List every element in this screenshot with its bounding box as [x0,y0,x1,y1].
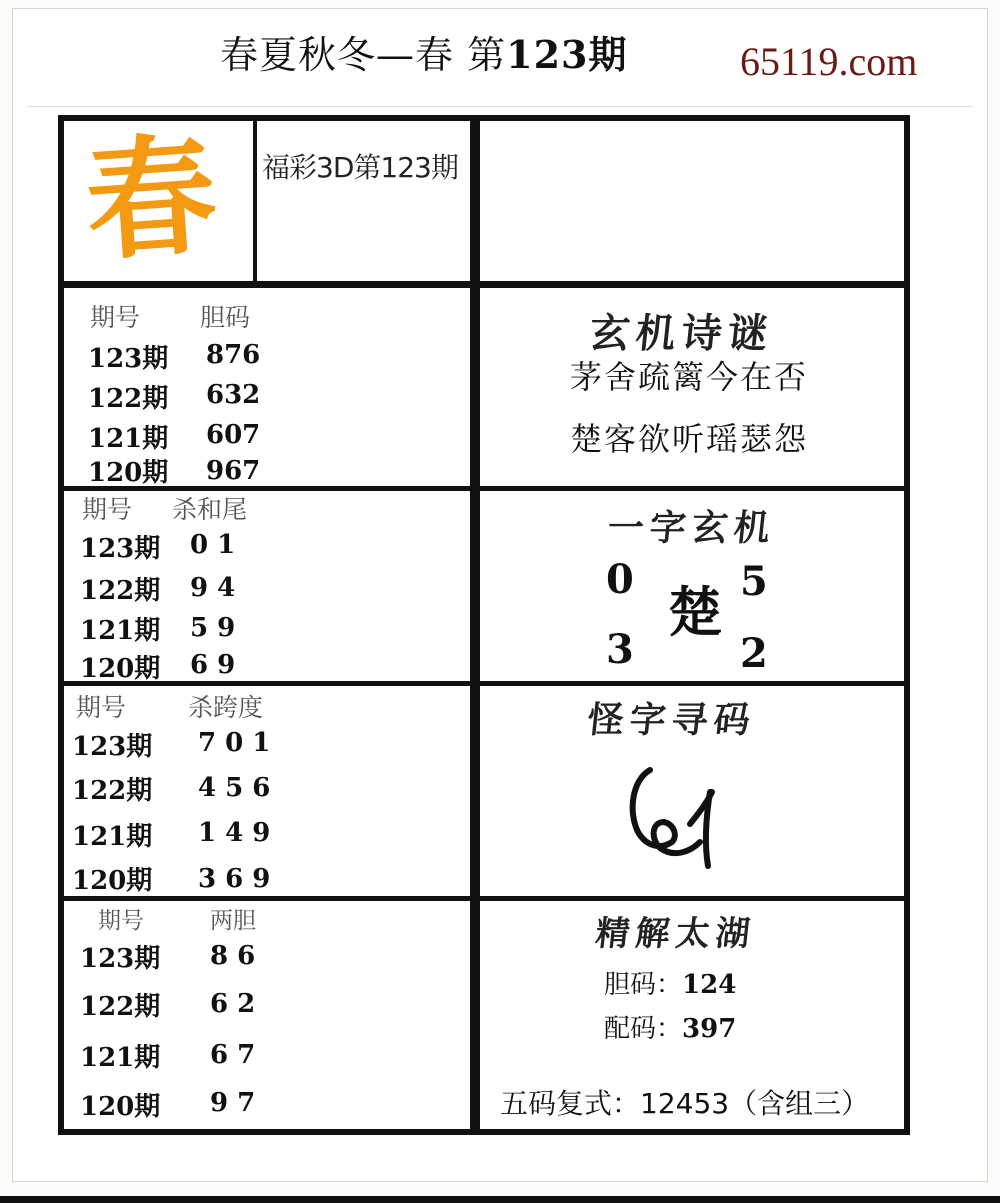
section4-header-issue: 期号 [98,908,144,934]
section2-row-value: 6 9 [190,650,236,680]
riddle-title: 玄机诗谜 [587,310,777,357]
digit-top-right: 5 [740,558,768,605]
section2-header-value: 杀和尾 [172,495,248,524]
strange-glyph-image [620,762,730,872]
section2-row-issue: 120期 [80,654,161,684]
section4-row-issue: 122期 [80,992,161,1022]
page-title [220,24,627,79]
section4-row-issue: 120期 [80,1092,161,1122]
digit-bottom-right: 2 [740,630,768,677]
title-prefix: 春夏秋冬—春 [220,33,455,77]
divider-top-left [253,118,257,284]
section2-header-issue: 期号 [82,495,133,524]
dan-label: 胆码： [604,970,683,1000]
section3-row-issue: 121期 [72,822,153,852]
section3-row-issue: 120期 [72,866,153,896]
section1-row-issue: 120期 [88,458,169,488]
riddle-line-1: 茅舍疏篱今在否 [570,358,809,396]
section1-header-value: 胆码 [200,303,251,332]
combo-line: 五码复式：12453（含组三） [500,1087,870,1120]
section2-row-issue: 122期 [80,576,161,606]
divider-center [470,118,480,1130]
section2-row-value: 9 4 [190,573,236,603]
section2-row-issue: 121期 [80,616,161,646]
section1-row-issue: 123期 [88,344,169,374]
section4-row-value: 6 7 [210,1040,256,1070]
section3-row-value: 7 0 1 [198,728,271,758]
section4-row-value: 8 6 [210,941,256,971]
title-issue-number: 123期 [506,32,628,77]
site-link[interactable]: 65119.com [740,39,918,84]
section1-row-issue: 121期 [88,424,169,454]
section3-row-value: 4 5 6 [198,773,271,803]
dan-line [604,964,736,1001]
section3-row-value: 3 6 9 [198,864,271,894]
riddle-line-2: 楚客欲听瑶瑟怨 [570,420,809,458]
section1-row-value: 607 [206,420,261,450]
section4-row-value: 6 2 [210,989,256,1019]
section2-row-issue: 123期 [80,534,161,564]
section3-row-value: 1 4 9 [198,818,271,848]
one-char-title: 一字玄机 [605,507,778,549]
section2-row-value: 5 9 [190,613,236,643]
section4-row-issue: 121期 [80,1043,161,1073]
section3-header-value: 杀跨度 [188,693,264,722]
center-char: 楚 [668,580,722,644]
spring-logo: 春 [80,117,222,280]
pei-label: 配码： [604,1014,683,1044]
strange-char-title: 怪字寻码 [585,699,758,741]
section4-row-issue: 123期 [80,944,161,974]
taihu-title: 精解太湖 [593,914,758,954]
section2-row-value: 0 1 [190,530,236,560]
divider-row-3 [62,681,906,686]
divider-row-1 [62,281,906,288]
digit-top-left: 0 [606,556,634,603]
section4-row-value: 9 7 [210,1088,256,1118]
section1-row-value: 876 [206,340,261,370]
section1-row-issue: 122期 [88,384,169,414]
bottom-border [0,1196,1000,1203]
section3-row-issue: 123期 [72,732,153,762]
section1-row-value: 632 [206,380,261,410]
header-divider [28,106,972,107]
pei-line [604,1008,736,1045]
section3-header-issue: 期号 [76,693,127,722]
title-issue-word: 第 [467,33,507,77]
dan-value: 124 [682,970,737,1000]
section3-row-issue: 122期 [72,776,153,806]
section1-row-value: 967 [206,456,261,486]
issue-label: 福彩3D第123期 [262,151,458,184]
section1-header-issue: 期号 [90,303,141,332]
divider-row-4 [62,896,906,901]
pei-value: 397 [682,1014,737,1044]
digit-bottom-left: 3 [606,626,634,673]
section4-header-value: 两胆 [210,908,256,934]
